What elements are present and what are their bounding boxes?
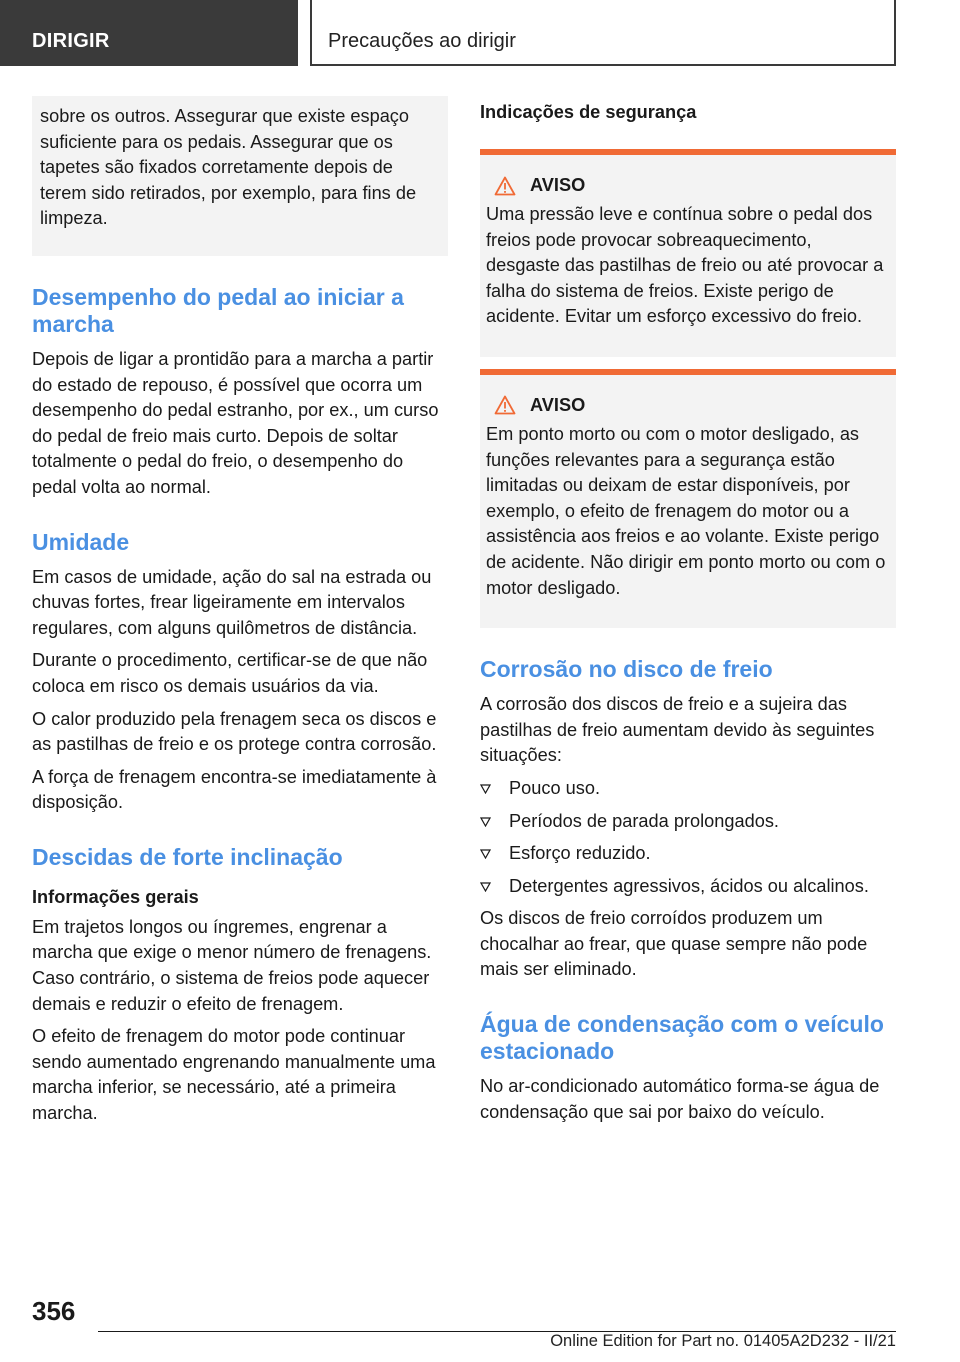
corrosao-outro: Os discos de freio corroídos produzem um chocalhar ao frear, que quase sempre não pode mais ser eliminado. xyxy=(480,908,868,980)
triangle-bullet-icon xyxy=(480,874,509,900)
list-item-text: Pouco uso. xyxy=(509,777,600,798)
page-number: 356 xyxy=(32,1296,76,1326)
triangle-bullet-icon xyxy=(480,809,509,835)
right-column xyxy=(480,96,896,1132)
warning-title: AVISO xyxy=(530,394,586,415)
list-item-text: Esforço reduzido. xyxy=(509,843,651,864)
agua-heading: Água de condensação com o veículo estacionado xyxy=(480,1011,884,1065)
descidas-heading: Descidas de forte inclinação xyxy=(32,843,343,870)
list-item xyxy=(480,776,896,802)
safety-heading: Indicações de segurança xyxy=(480,102,697,122)
warning-title: AVISO xyxy=(530,175,586,195)
triangle-bullet-icon xyxy=(480,776,509,802)
page-header xyxy=(0,0,960,66)
umidade-paragraph-4: A força de frenagem encontra-se imediatamente à disposição. xyxy=(32,766,437,813)
umidade-paragraph-3: O calor produzido pela frenagem seca os discos e as pastilhas de freio e os protege contra corrosão. xyxy=(32,708,437,755)
descidas-paragraph-2: O efeito de frenagem do motor pode continuar sendo aumentado engrenando manualmente uma marcha inferior, se necessário, até a primeira marcha. xyxy=(32,1026,436,1124)
warning-header xyxy=(494,395,888,416)
warning-box-2 xyxy=(480,369,896,628)
triangle-bullet-icon xyxy=(480,841,509,867)
corrosao-heading: Corrosão no disco de freio xyxy=(480,656,773,683)
continued-note-text: sobre os outros. Assegurar que existe espaço suficiente para os pedais. Assegurar que os tapetes são fixados corretamente depois de terem sido retirados, por exemplo, para fins de limpeza. xyxy=(40,106,417,229)
warning-text-1: Uma pressão leve e contínua sobre o pedal dos freios pode provocar sobreaquecimento, desgaste das pastilhas de freio ou até provocar a falha do sistema de freios. Existe perigo de acidente. Evitar um esforço excessivo do freio. xyxy=(486,204,884,327)
list-item xyxy=(480,841,896,867)
descidas-paragraph-1: Em trajetos longos ou íngremes, engrenar a marcha que exige o menor número de frenagens. Caso contrário, o sistema de freios pode aquecer demais e reduzir o efeito de frenagem. xyxy=(32,916,432,1014)
warning-triangle-icon xyxy=(494,395,516,415)
list-item-text: Períodos de parada prolongados. xyxy=(509,810,779,831)
list-item xyxy=(480,874,896,900)
warning-header xyxy=(494,175,888,196)
agua-paragraph: No ar-condicionado automático forma-se água de condensação que sai por baixo do veículo. xyxy=(480,1076,880,1122)
umidade-heading: Umidade xyxy=(32,528,130,555)
warning-text-2: Em ponto morto ou com o motor desligado, as funções relevantes para a segurança estão limitadas ou deixam de estar disponíveis, por exemplo, o efeito de frenagem do motor ou a assistência aos freios e ao volante. Existe perigo de acidente. Não dirigir em ponto morto ou com o motor desligado. xyxy=(486,423,886,598)
umidade-paragraph-2: Durante o procedimento, certificar-se de que não coloca em risco os demais usuários da via. xyxy=(32,650,428,696)
list-item-text: Detergentes agressivos, ácidos ou alcalinos. xyxy=(509,875,869,896)
list-item xyxy=(480,809,896,835)
pedal-heading: Desempenho do pedal ao iniciar a marcha xyxy=(32,283,404,337)
warning-box-1 xyxy=(480,149,896,357)
warning-triangle-icon xyxy=(494,176,516,196)
umidade-paragraph-1: Em casos de umidade, ação do sal na estrada ou chuvas fortes, frear ligeiramente em intervalos regulares, com alguns quilômetros de distância. xyxy=(32,566,432,638)
pedal-paragraph: Depois de ligar a prontidão para a marcha a partir do estado de repouso, é possível que ocorra um desempenho do pedal estranho, por ex., um curso do pedal de freio mais curto. Depois de soltar totalmente o pedal do freio, o desempenho do pedal volta ao normal. xyxy=(32,348,439,497)
left-column xyxy=(32,96,448,1134)
corrosao-list xyxy=(480,776,896,899)
edition-text: Online Edition for Part no. 01405A2D232 - II/21 xyxy=(550,1332,896,1350)
continued-note-box xyxy=(32,96,448,256)
info-subheading: Informações gerais xyxy=(32,886,199,907)
chapter-title: Precauções ao dirigir xyxy=(310,0,896,66)
corrosao-intro: A corrosão dos discos de freio e a sujeira das pastilhas de freio aumentam devido às seguintes situações: xyxy=(480,694,875,766)
section-tab: DIRIGIR xyxy=(0,0,298,66)
